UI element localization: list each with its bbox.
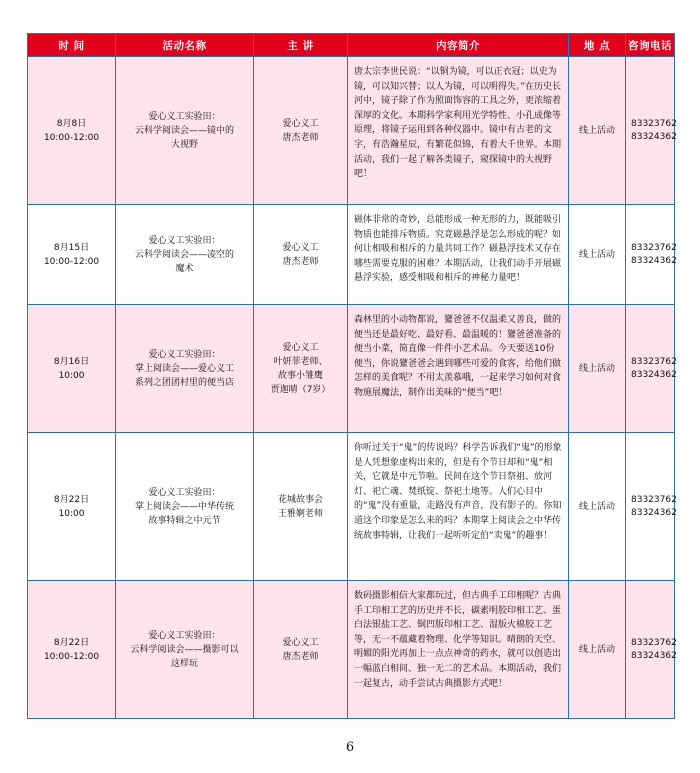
location-cell: 线上活动 — [569, 57, 626, 205]
activity-name-cell — [116, 57, 254, 205]
activity-name-cell — [116, 305, 254, 433]
phone-cell — [626, 305, 675, 433]
activity-name-line: 爱心义工实验田： — [148, 235, 221, 246]
table-row — [28, 433, 675, 581]
speaker-cell — [254, 205, 348, 305]
speaker-line: 花城故事会 — [277, 494, 323, 505]
phone-number: 83323762 — [631, 637, 677, 648]
phone-number: 83323762 — [631, 242, 677, 253]
speaker-line: 爱心义工 — [282, 242, 319, 253]
speaker-cell — [254, 57, 348, 205]
phone-number: 83323762 — [631, 494, 677, 505]
speaker-line: 王雅婀老师 — [277, 508, 323, 519]
activity-name-line: 爱心义工实验田： — [148, 349, 221, 360]
speaker-line: 爱心义工 — [282, 342, 319, 353]
date-text: 8月22日 — [53, 494, 90, 505]
date-text: 8月16日 — [53, 356, 90, 367]
speaker-line: 贾迦晴（7岁） — [270, 384, 331, 395]
speaker-line: 唐杰老师 — [282, 651, 319, 662]
phone-number: 83324362 — [631, 131, 677, 142]
phone-number: 83324362 — [631, 650, 677, 661]
time-cell — [28, 433, 116, 581]
activity-name-line: 掌上阅读会——爱心义工 — [134, 363, 234, 374]
activity-name-line: 这样玩 — [170, 658, 198, 669]
location-cell: 线上活动 — [569, 433, 626, 581]
phone-number: 83323762 — [631, 118, 677, 129]
time-cell — [28, 57, 116, 205]
speaker-cell — [254, 581, 348, 719]
content-cell: 磁体非常的奇妙，总能形成一种无形的力，既能吸引物质也能排斥物质。究竟磁悬浮是怎么形成的呢？如何让相吸和相斥的力量共同工作？磁悬浮技术又存在哪些需要克服的困难？本期活动，让我们动手开展磁悬浮实验，感受相吸和相斥的神秘力量吧！ — [348, 205, 569, 305]
activity-name-line: 魔术 — [175, 263, 194, 274]
date-text: 8月8日 — [56, 118, 87, 129]
speaker-line: 叶妍菲老师、 — [273, 356, 328, 367]
content-cell: 森林里的小动物都说，獾爸爸不仅温柔又善良，做的便当还是最好吃、最好看、最温暖的！獾爸爸准备的便当小菜，简直像一件件小艺术品。今天要送10份便当，你说獾爸爸会遇到哪些可爱的食客，给他们做怎样的美食呢？不用太羡慕哦，一起来学习如何对食物施展魔法，制作出美味的“便当”吧！ — [348, 305, 569, 433]
table-row — [28, 581, 675, 719]
location-cell: 线上活动 — [569, 205, 626, 305]
time-text: 10:00-12:00 — [43, 256, 100, 267]
date-text: 8月22日 — [53, 637, 90, 648]
location-cell: 线上活动 — [569, 305, 626, 433]
activity-name-line: 系列之团团村里的便当店 — [134, 377, 234, 388]
activity-name-line: 云科学阅读会——镜中的 — [134, 125, 234, 136]
activity-name-line: 爱心义工实验田： — [148, 111, 221, 122]
time-cell — [28, 205, 116, 305]
phone-cell — [626, 433, 675, 581]
activity-name-line: 故事特辑之中元节 — [148, 515, 221, 526]
speaker-cell — [254, 433, 348, 581]
speaker-line: 唐杰老师 — [282, 132, 319, 143]
table-header-row — [28, 34, 675, 57]
content-cell: 你听过关于“鬼”的传说吗？科学告诉我们“鬼”的形象是人凭想象虚构出来的，但是有个节日却和“鬼”相关，它就是中元节啦。民间在这个节日祭祖、放河灯、祀亡魂、焚纸锭、祭祀土地等。人们心目中的“鬼”没有重量，走路没有声音，没有影子的。你知道这个印象是怎么来的吗？本期掌上阅读会之中华传统故事特辑，让我们一起听听定伯“卖鬼”的趣事！ — [348, 433, 569, 581]
activity-name-line: 爱心义工实验田： — [148, 630, 221, 641]
header-activity-name: 活动名称 — [116, 34, 254, 57]
activity-schedule-table — [27, 33, 675, 719]
content-cell: 唐太宗李世民说：“以铜为镜，可以正衣冠；以史为镜，可以知兴替；以人为镜，可以明得失。”在历史长河中，镜子除了作为照面饰容的工具之外，更浓缩着深厚的文化。本期科学家利用光学特性、小孔成像等原理，将镜子运用到各种仪器中。镜中有古老的文字，有浩瀚星辰，有繁花似锦，有着大千世界。本期活动，我们一起了解各类镜子，窥探镜中的大视野吧！ — [348, 57, 569, 205]
phone-number: 83324362 — [631, 255, 677, 266]
activity-name-cell — [116, 205, 254, 305]
time-text: 10:00-12:00 — [43, 132, 100, 143]
activity-name-line: 爱心义工实验田： — [148, 487, 221, 498]
header-time: 时 间 — [28, 34, 116, 57]
speaker-line: 故事小雏鹰 — [277, 370, 323, 381]
activity-name-cell — [116, 581, 254, 719]
speaker-line: 唐杰老师 — [282, 256, 319, 267]
activity-name-cell — [116, 433, 254, 581]
activity-name-line: 云科学阅读会——摄影可以 — [130, 644, 239, 655]
header-phone: 咨询电话 — [626, 34, 675, 57]
phone-number: 83323762 — [631, 356, 677, 367]
phone-cell — [626, 581, 675, 719]
phone-cell — [626, 57, 675, 205]
content-cell: 数码摄影相信大家都玩过，但古典手工印相呢？古典手工印相工艺的历史并不长，碳素明胶印相工艺、蛋白法银盐工艺、铜凹版印相工艺、湿版火棉胶工艺等，无一不蕴藏着物理、化学等知识。晴朗的天空、明媚的阳光再加上一点点神奇的药水，就可以创造出一幅蓝白相间、独一无二的艺术品。本期活动，我们一起复古，动手尝试古典摄影方式吧！ — [348, 581, 569, 719]
header-location: 地 点 — [569, 34, 626, 57]
activity-name-line: 大视野 — [170, 139, 198, 150]
table-row — [28, 205, 675, 305]
activity-name-line: 云科学阅读会——凌空的 — [134, 249, 234, 260]
page-number: 6 — [345, 740, 355, 755]
phone-number: 83324362 — [631, 507, 677, 518]
speaker-line: 爱心义工 — [282, 637, 319, 648]
time-text: 10:00 — [58, 508, 85, 519]
time-cell — [28, 305, 116, 433]
speaker-line: 爱心义工 — [282, 118, 319, 129]
time-text: 10:00 — [58, 370, 85, 381]
time-cell — [28, 581, 116, 719]
header-content: 内容简介 — [348, 34, 569, 57]
header-speaker: 主 讲 — [254, 34, 348, 57]
table-row — [28, 57, 675, 205]
speaker-cell — [254, 305, 348, 433]
location-cell: 线上活动 — [569, 581, 626, 719]
activity-name-line: 掌上阅读会——中华传统 — [134, 501, 234, 512]
phone-number: 83324362 — [631, 369, 677, 380]
time-text: 10:00-12:00 — [43, 651, 100, 662]
table-row — [28, 305, 675, 433]
phone-cell — [626, 205, 675, 305]
date-text: 8月15日 — [53, 242, 90, 253]
